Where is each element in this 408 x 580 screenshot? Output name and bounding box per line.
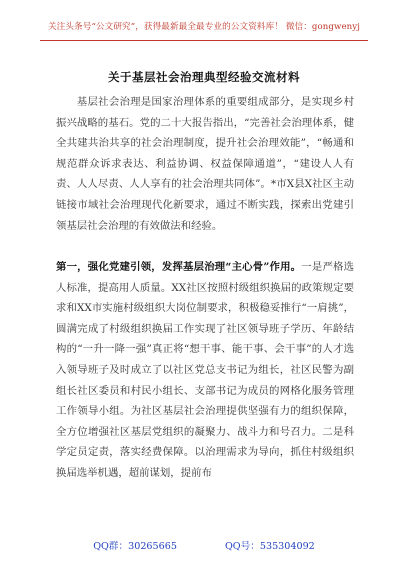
section-1-heading: 第一，强化党建引领，发挥基层治理“主心骨”作用。 xyxy=(56,261,302,273)
section-1 xyxy=(56,257,354,484)
footer-contacts xyxy=(0,538,408,552)
header-divider xyxy=(40,40,368,41)
footer-qq-group: QQ群：30265665 xyxy=(93,541,177,552)
footer-qq-number: QQ号：535304092 xyxy=(224,541,315,552)
intro-paragraph: 基层社会治理是国家治理体系的重要组成部分，是实现乡村振兴战略的基石。党的二十大报告指出，“完善社会治理体系，健全共建共治共享的社会治理制度，提升社会治理效能”，“畅通和规范群众诉求表达、利益协调、权益保障通道”，“建设人人有责、人人尽责、人人享有的社会治理共同体”。*市X县X社区主动链接市域社会治理现代化新要求，通过不断实践，探索出党建引领基层社会治理的有效做法和经验。 xyxy=(56,96,354,232)
document-title: 关于基层社会治理典型经验交流材料 xyxy=(108,70,300,84)
section-1-body: 一是严格选人标准，提高用人质量。XX社区按照村级组织换届的政策规定要求和XX市实施村级组织大岗位制要求，积极稳妥推行“一肩挑”，圆满完成了村级组织换届工作实现了社区领导班子学历、年龄结构的“一升一降一强”真正将“想干事、能干事、会干事”的人才选入领导班子及时成立了以社区党总支书记为组长，社区民警为副组长社区委员和村民小组长、支部书记为成员的网格化服务管理工作领导小组。为社区基层社会治理提供坚强有力的组织保障，全方位增强社区基层党组织的凝聚力、战斗力和号召力。二是科学定员定责，落实经费保障。以治理需求为导向，抓住村级组织换届选举机遇，超前谋划，提前布 xyxy=(56,261,355,479)
header-banner: 关注头条号“公文研究”，获得最新最全最专业的公文资料库！ 微信：gongwenyj xyxy=(47,22,361,32)
